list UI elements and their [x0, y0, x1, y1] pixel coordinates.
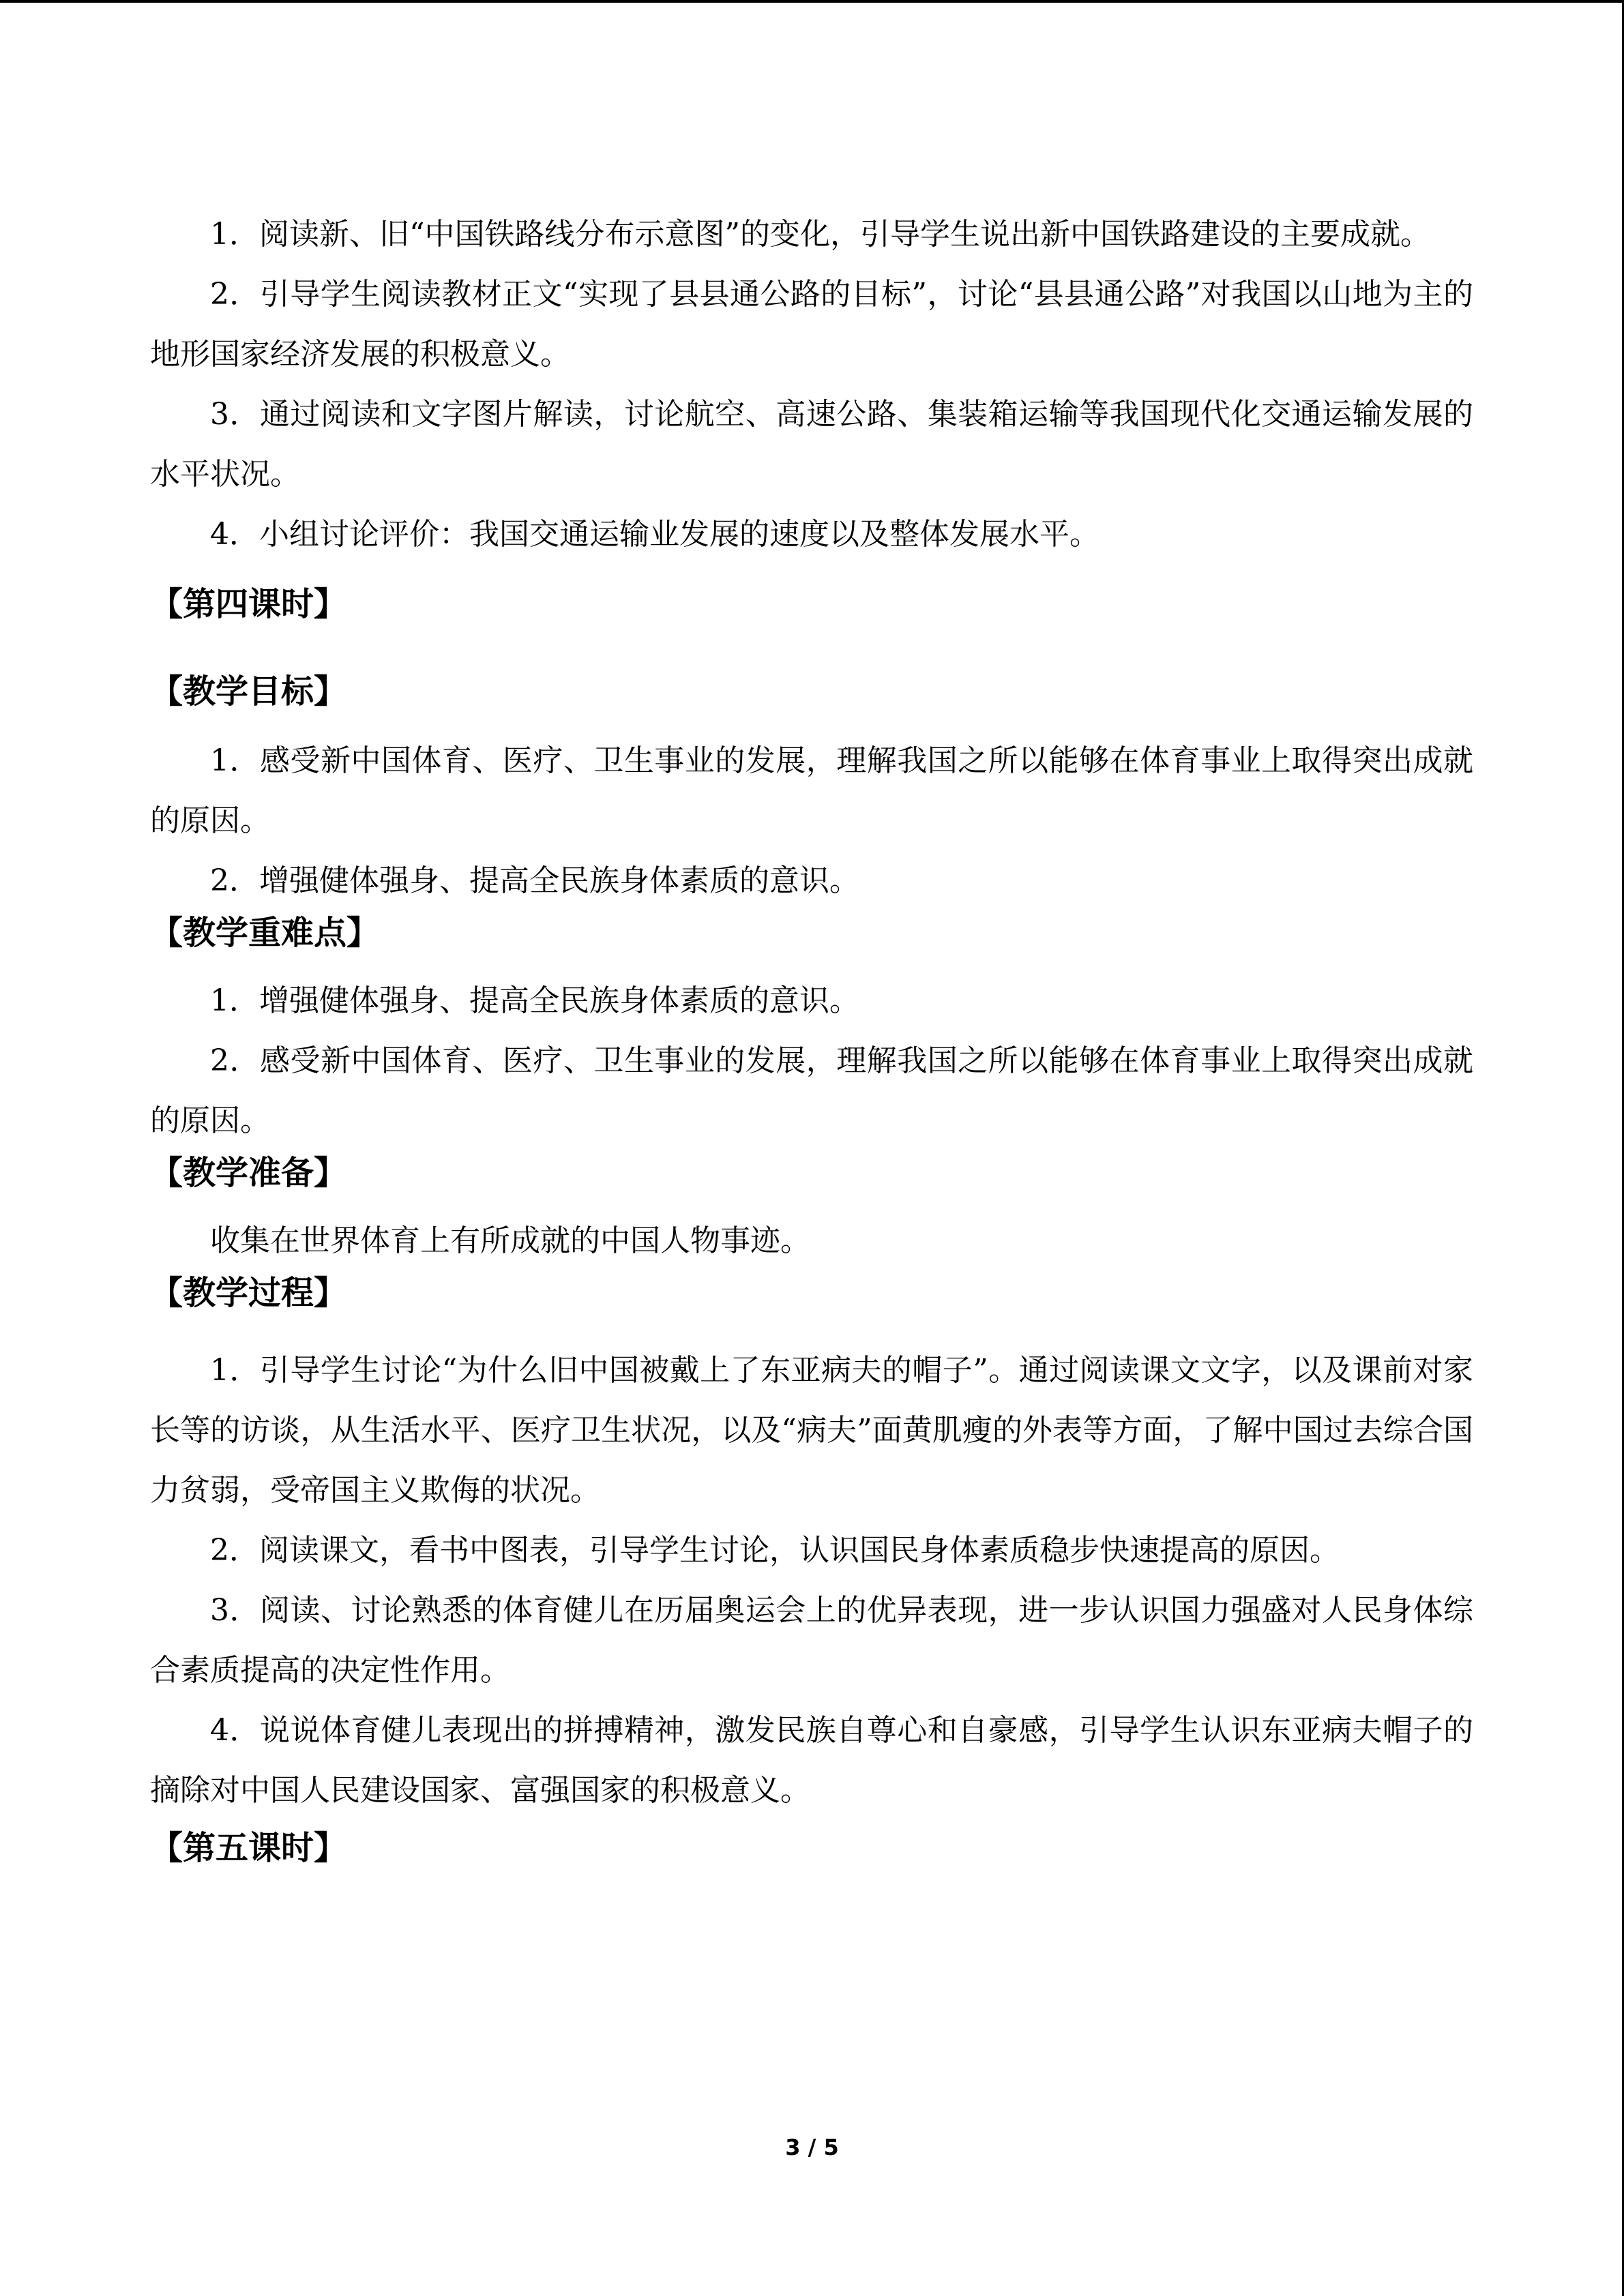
heading-key-difficulties: 【教学重难点】: [150, 914, 380, 952]
paragraph-group-evaluation: 4．小组讨论评价：我国交通运输业发展的速度以及整体发展水平。: [210, 517, 1099, 552]
document-body: [150, 205, 1473, 1868]
process-item-4: 4．说说体育健儿表现出的拼搏精神，激发民族自尊心和自豪感，引导学生认识东亚病夫帽子的摘除对中国人民建设国家、富强国家的积极意义。: [150, 1713, 1473, 1808]
heading-teaching-goals: 【教学目标】: [150, 672, 347, 711]
difficulty-item-1: 1．增强健体强身、提高全民族身体素质的意识。: [210, 983, 859, 1018]
difficulty-item-2: 2．感受新中国体育、医疗、卫生事业的发展，理解我国之所以能够在体育事业上取得突出成就的原因。: [150, 1043, 1473, 1138]
process-item-1: 1．引导学生讨论“为什么旧中国被戴上了东亚病夫的帽子”。通过阅读课文文字，以及课前对家长等的访谈，从生活水平、医疗卫生状况，以及“病夫”面黄肌瘦的外表等方面，了解中国过去综合国力贫弱，受帝国主义欺侮的状况。: [150, 1353, 1473, 1508]
paragraph-county-roads: 2．引导学生阅读教材正文“实现了县县通公路的目标”，讨论“县县通公路”对我国以山地为主的地形国家经济发展的积极意义。: [150, 277, 1473, 372]
process-item-3: 3．阅读、讨论熟悉的体育健儿在历届奥运会上的优异表现，进一步认识国力强盛对人民身体综合素质提高的决定性作用。: [150, 1593, 1473, 1688]
process-item-2: 2．阅读课文，看书中图表，引导学生讨论，认识国民身体素质稳步快速提高的原因。: [210, 1533, 1340, 1568]
heading-lesson-four: 【第四课时】: [150, 585, 347, 623]
page-number: 3 / 5: [785, 2134, 839, 2160]
paragraph-railway-changes: 1．阅读新、旧“中国铁路线分布示意图”的变化，引导学生说出新中国铁路建设的主要成就。: [210, 217, 1430, 252]
top-border-line: [0, 0, 1624, 3]
heading-teaching-process: 【教学过程】: [150, 1274, 347, 1312]
goal-item-2: 2．增强健体强身、提高全民族身体素质的意识。: [210, 863, 859, 898]
heading-lesson-five: 【第五课时】: [150, 1829, 347, 1867]
heading-teaching-preparation: 【教学准备】: [150, 1154, 347, 1192]
goal-item-1: 1．感受新中国体育、医疗、卫生事业的发展，理解我国之所以能够在体育事业上取得突出成就的原因。: [150, 743, 1473, 838]
paragraph-modern-transport: 3．通过阅读和文字图片解读，讨论航空、高速公路、集装箱运输等我国现代化交通运输发展的水平状况。: [150, 397, 1473, 492]
preparation-text: 收集在世界体育上有所成就的中国人物事迹。: [210, 1223, 810, 1258]
